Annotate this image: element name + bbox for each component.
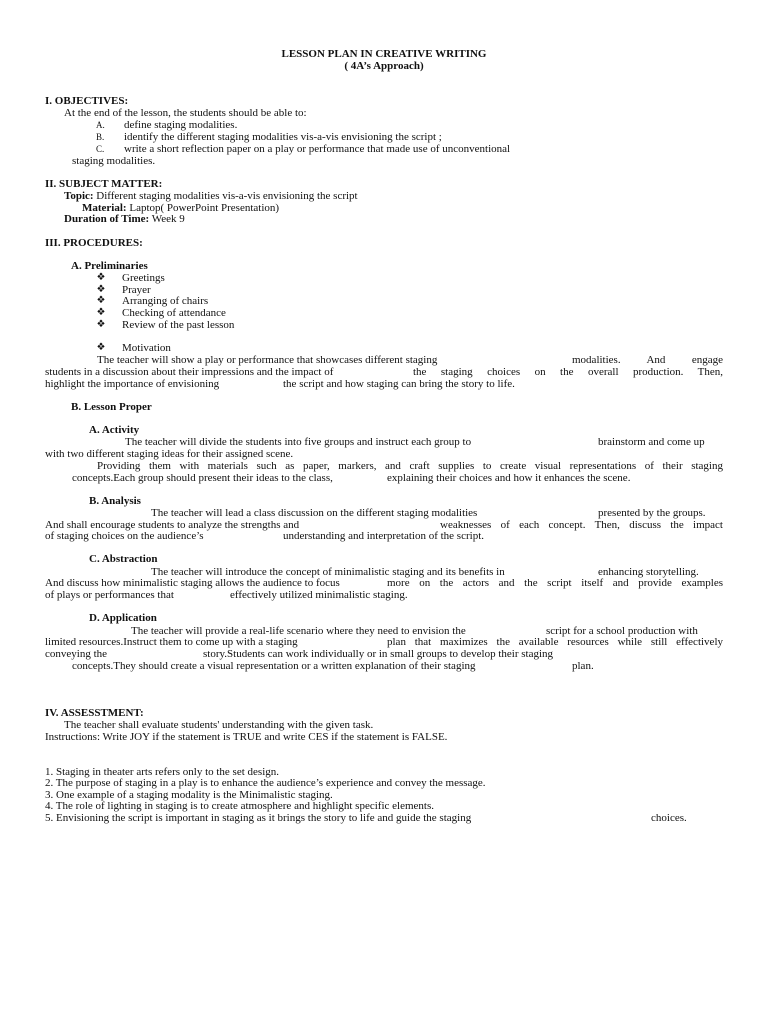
activity-heading: A. Activity bbox=[89, 424, 140, 436]
objective-item-a: define staging modalities. bbox=[124, 119, 238, 131]
assessment-intro: The teacher shall evaluate students' understanding with the given task. bbox=[64, 719, 374, 731]
preliminary-item: Greetings bbox=[122, 272, 165, 284]
preliminary-item: Prayer bbox=[122, 284, 151, 296]
material-value: Laptop( PowerPoint Presentation) bbox=[129, 202, 280, 214]
motivation-line-2a: students in a discussion about their impressions and the impact of bbox=[45, 366, 334, 378]
bullet-icon: ❖ bbox=[96, 307, 106, 318]
application-heading: D. Application bbox=[89, 612, 157, 624]
assessment-item: 5. Envisioning the script is important in staging as it brings the story to life and guide the staging bbox=[45, 812, 472, 824]
assessment-item: 3. One example of a staging modality is the Minimalistic staging. bbox=[45, 789, 333, 801]
assessment-item: 4. The role of lighting in staging is to create atmosphere and highlight specific elements. bbox=[45, 800, 434, 812]
application-line-3a: conveying the bbox=[45, 648, 108, 660]
assessment-item-5-tail: choices. bbox=[651, 812, 687, 824]
assessment-item: 1. Staging in theater arts refers only to the set design. bbox=[45, 766, 279, 778]
topic-value: Different staging modalities vis-a-vis envisioning the script bbox=[96, 190, 358, 202]
abstraction-heading: C. Abstraction bbox=[89, 553, 158, 565]
assessment-heading: IV. ASSESSTMENT: bbox=[45, 707, 144, 719]
abstraction-line-3b: effectively utilized minimalistic staging. bbox=[230, 589, 408, 601]
assessment-item: 2. The purpose of staging in a play is to enhance the audience’s experience and convey the message. bbox=[45, 777, 486, 789]
objective-letter-a: A. bbox=[96, 120, 105, 130]
analysis-heading: B. Analysis bbox=[89, 495, 141, 507]
application-line-3b: story.Students can work individually or in small groups to develop their staging bbox=[203, 648, 554, 660]
motivation-line-3b: the script and how staging can bring the story to life. bbox=[283, 378, 515, 390]
analysis-line-3a: of staging choices on the audience’s bbox=[45, 530, 204, 542]
application-line-2b: plan that maximizes the available resources while still effectively bbox=[387, 636, 723, 648]
preliminary-item: Review of the past lesson bbox=[122, 319, 235, 331]
abstraction-line-1b: enhancing storytelling. bbox=[598, 566, 699, 578]
objective-item-b: identify the different staging modalities vis-a-vis envisioning the script ; bbox=[124, 131, 442, 143]
motivation-line-3a: highlight the importance of envisioning bbox=[45, 378, 220, 390]
bullet-icon: ❖ bbox=[96, 342, 106, 353]
objective-item-c: write a short reflection paper on a play or performance that made use of unconventional bbox=[124, 143, 511, 155]
duration-label: Duration of Time: bbox=[64, 213, 150, 225]
material-label: Material: bbox=[82, 202, 127, 214]
analysis-line-3b: understanding and interpretation of the script. bbox=[283, 530, 484, 542]
objective-letter-b: B. bbox=[96, 132, 105, 142]
duration-value: Week 9 bbox=[151, 213, 185, 225]
bullet-icon: ❖ bbox=[96, 319, 106, 330]
activity-line-4b: explaining their choices and how it enhances the scene. bbox=[387, 472, 631, 484]
topic-label: Topic: bbox=[64, 190, 94, 202]
bullet-icon: ❖ bbox=[96, 284, 106, 295]
document-title: LESSON PLAN IN CREATIVE WRITING bbox=[281, 48, 487, 60]
activity-line-2: with two different staging ideas for their assigned scene. bbox=[45, 448, 294, 460]
analysis-line-1b: presented by the groups. bbox=[598, 507, 706, 519]
assessment-instructions: Instructions: Write JOY if the statement is TRUE and write CES if the statement is FALSE. bbox=[45, 731, 448, 743]
preliminary-item: Arranging of chairs bbox=[122, 295, 209, 307]
application-line-1a: The teacher will provide a real-life scenario where they need to envision the bbox=[131, 625, 466, 637]
abstraction-line-2b: more on the actors and the script itself and provide examples bbox=[387, 577, 723, 589]
abstraction-line-3a: of plays or performances that bbox=[45, 589, 174, 601]
application-line-2a: limited resources.Instruct them to come up with a staging bbox=[45, 636, 298, 648]
activity-line-1b: brainstorm and come up bbox=[598, 436, 705, 448]
preliminaries-heading: A. Preliminaries bbox=[71, 260, 148, 272]
activity-line-4a: concepts.Each group should present their ideas to the class, bbox=[72, 472, 333, 484]
topic-line bbox=[64, 190, 358, 202]
application-line-4b: plan. bbox=[572, 660, 594, 672]
motivation-line-2b: the staging choices on the overall production. Then, bbox=[413, 366, 723, 378]
motivation-line-1b: modalities. And engage bbox=[572, 354, 723, 366]
motivation-line-1a: The teacher will show a play or performance that showcases different staging bbox=[97, 354, 438, 366]
lesson-proper-heading: B. Lesson Proper bbox=[71, 401, 152, 413]
activity-line-3: Providing them with materials such as paper, markers, and craft supplies to create visual representations of their staging bbox=[97, 460, 723, 472]
subject-matter-heading: II. SUBJECT MATTER: bbox=[45, 178, 163, 190]
abstraction-line-2a: And discuss how minimalistic staging allows the audience to focus bbox=[45, 577, 340, 589]
analysis-line-2b: weaknesses of each concept. Then, discuss the impact bbox=[440, 519, 723, 531]
objectives-intro: At the end of the lesson, the students should be able to: bbox=[64, 107, 307, 119]
activity-line-1a: The teacher will divide the students into five groups and instruct each group to bbox=[125, 436, 472, 448]
procedures-heading: III. PROCEDURES: bbox=[45, 237, 143, 249]
abstraction-line-1a: The teacher will introduce the concept of minimalistic staging and its benefits in bbox=[151, 566, 505, 578]
bullet-icon: ❖ bbox=[96, 272, 106, 283]
application-line-1b: script for a school production with bbox=[546, 625, 698, 637]
document-subtitle: ( 4A’s Approach) bbox=[344, 60, 424, 72]
analysis-line-2a: And shall encourage students to analyze the strengths and bbox=[45, 519, 300, 531]
objectives-heading: I. OBJECTIVES: bbox=[45, 95, 129, 107]
duration-line bbox=[64, 213, 185, 225]
analysis-line-1a: The teacher will lead a class discussion on the different staging modalities bbox=[151, 507, 478, 519]
preliminary-item: Checking of attendance bbox=[122, 307, 226, 319]
application-line-4a: concepts.They should create a visual representation or a written explanation of their staging bbox=[72, 660, 476, 672]
objective-item-c-continued: staging modalities. bbox=[72, 155, 156, 167]
bullet-icon: ❖ bbox=[96, 295, 106, 306]
motivation-label: Motivation bbox=[122, 342, 171, 354]
objective-letter-c: C. bbox=[96, 144, 105, 154]
